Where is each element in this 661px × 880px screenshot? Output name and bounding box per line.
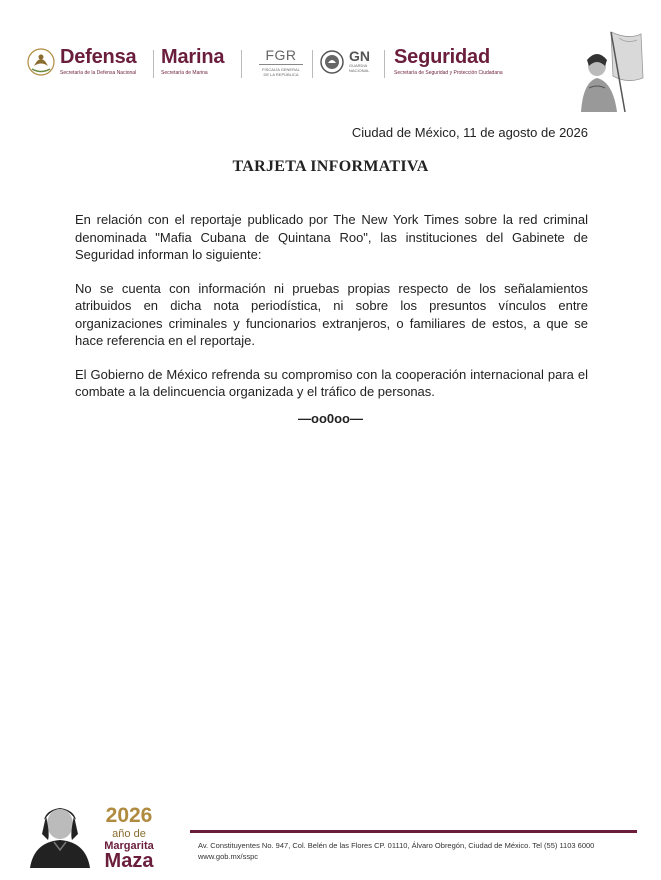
seguridad-subtitle: Secretaría de Seguridad y Protección Ciudadana xyxy=(394,70,503,76)
gn-subtitle-1: GUARDIA xyxy=(349,63,368,68)
margarita-maza-portrait xyxy=(24,800,96,873)
gn-title: GN xyxy=(349,48,370,64)
fgr-subtitle-1: FISCALÍA GENERAL xyxy=(262,67,300,72)
closing-separator: —oo0oo— xyxy=(298,411,363,426)
paragraph: No se cuenta con información ni pruebas propias respecto de los señalamientos atribuidos en dicha nota periodística, ni sobre los presuntos vínculos entre organizaciones criminales y funcionarios extranjeros, o familiares de estos, a que se hace referencia en el reportaje. xyxy=(75,280,588,348)
document-body xyxy=(75,211,588,417)
footer-divider xyxy=(190,830,637,833)
logo-divider xyxy=(312,50,313,78)
eagle-seal-icon xyxy=(319,49,345,75)
footer-year: 2026 xyxy=(105,804,153,827)
fgr-subtitle-2: DE LA REPÚBLICA xyxy=(263,72,299,77)
defensa-subtitle: Secretaría de la Defensa Nacional xyxy=(60,70,137,76)
paragraph: En relación con el reportaje publicado por The New York Times sobre la red criminal denominada "Mafia Cubana de Quintana Roo", las instituciones del Gabinete de Seguridad informan lo siguiente: xyxy=(75,212,588,262)
logo-divider xyxy=(153,50,154,78)
seguridad-title: Seguridad xyxy=(394,46,490,68)
logo-divider xyxy=(241,50,242,78)
defensa-title: Defensa xyxy=(60,46,137,68)
woman-with-flag-icon xyxy=(567,30,645,114)
fgr-title: FGR xyxy=(265,47,297,63)
heroine-flag-illustration xyxy=(567,30,645,119)
footer-address: Av. Constituyentes No. 947, Col. Belén de las Flores CP. 01110, Álvaro Obregón, Ciudad de México. Tel (55) 1103 6000 www.gob.mx/sspc xyxy=(198,841,595,861)
logo-divider xyxy=(384,50,385,78)
footer-year-line2: año de xyxy=(112,828,146,840)
eagle-emblem-icon xyxy=(26,46,56,78)
footer-year-line3: Margarita xyxy=(104,840,154,852)
paragraph: El Gobierno de México refrenda su compromiso con la cooperación internacional para el combate a la delincuencia organizada y el tráfico de personas. xyxy=(75,366,588,399)
document-title: TARJETA INFORMATIVA xyxy=(232,158,429,175)
header-logos xyxy=(26,44,526,84)
marina-title: Marina xyxy=(161,46,225,68)
document-date: Ciudad de México, 11 de agosto de 2026 xyxy=(351,125,588,140)
marina-subtitle: Secretaría de Marina xyxy=(161,70,208,76)
portrait-icon xyxy=(24,800,96,868)
gn-subtitle-2: NACIONAL xyxy=(349,68,370,73)
footer-year-line4: Maza xyxy=(104,850,154,872)
